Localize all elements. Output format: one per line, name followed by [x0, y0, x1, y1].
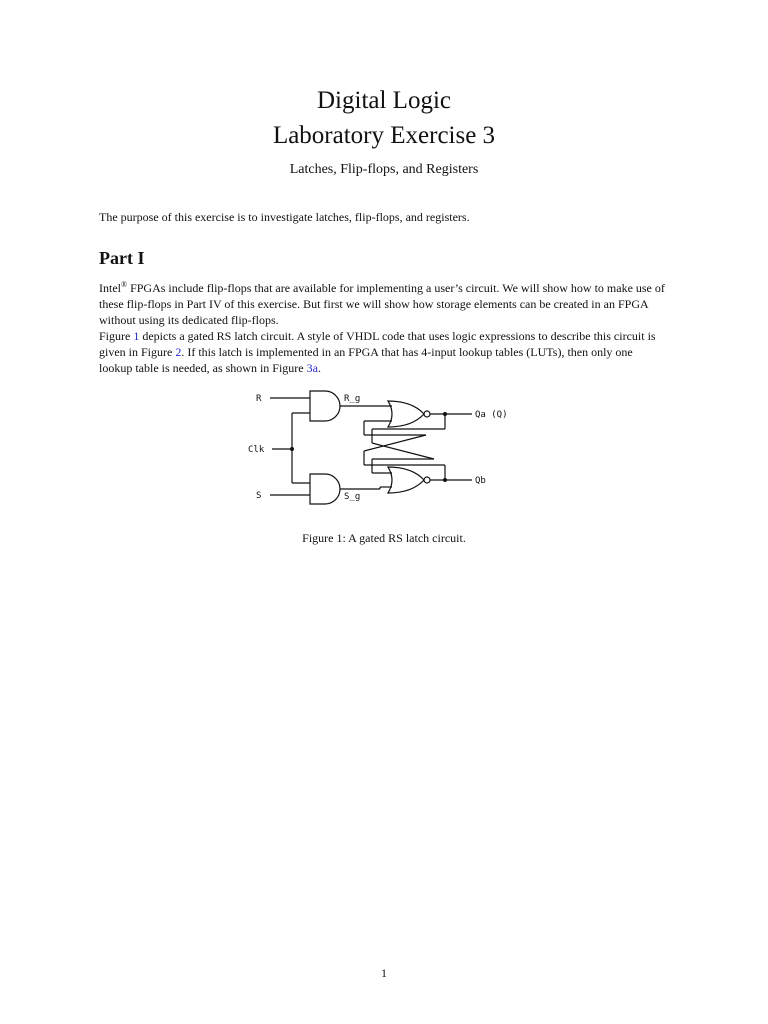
subtitle: Latches, Flip-flops, and Registers	[289, 162, 479, 177]
figure-1-link[interactable]: 1	[133, 329, 140, 343]
fb-qa-cross	[372, 443, 434, 459]
label-r: R	[256, 394, 262, 404]
p2-text-c: . If this latch is implemented in an FPGA that has 4-input lookup tables (LUTs), then only one lookup table is needed, as shown in Figure	[99, 345, 633, 375]
part1-paragraph	[99, 280, 669, 376]
label-r-g: R_g	[344, 394, 361, 404]
p2-text-d: .	[317, 361, 321, 375]
label-qa: Qa (Q)	[475, 410, 508, 420]
and-gate-top	[310, 391, 340, 421]
label-s-g: S_g	[344, 492, 361, 502]
qa-junction-dot	[443, 412, 447, 416]
p2-text-a: Figure	[99, 329, 134, 343]
figure-3a-link[interactable]: 3a	[306, 361, 318, 375]
and-gate-bottom	[310, 474, 340, 504]
title-line-1: Digital Logic	[317, 87, 451, 114]
nor-gate-bottom	[388, 467, 424, 493]
registered-mark: ®	[121, 280, 128, 289]
nor-top-bubble	[424, 411, 430, 417]
title-line-2: Laboratory Exercise 3	[272, 122, 496, 149]
page-number: 1	[381, 966, 387, 980]
label-clk: Clk	[248, 445, 265, 455]
gated-rs-latch-diagram	[240, 383, 520, 513]
p1-text: FPGAs include flip-flops that are available for implementing a user’s circuit. We will show how to make use of these flip-flops in Part IV of this exercise. But first we will show how storage elements can be created in an FPGA without using its dedicated flip-flops.	[99, 281, 665, 327]
nor-bottom-bubble	[424, 477, 430, 483]
figure-1-caption: Figure 1: A gated RS latch circuit.	[302, 531, 466, 545]
p2-text-b: depicts a gated RS latch circuit. A style of VHDL code that uses logic expressions to describe this circuit is given in Figure	[99, 329, 656, 359]
label-s: S	[256, 491, 262, 501]
intel-text: Intel	[99, 281, 121, 295]
intro-paragraph: The purpose of this exercise is to investigate latches, flip-flops, and registers.	[99, 210, 470, 224]
clk-junction-dot	[290, 447, 294, 451]
nor-gate-top	[388, 401, 424, 427]
section-heading-part-1: Part I	[99, 248, 145, 268]
qb-junction-dot	[443, 478, 447, 482]
label-qb: Qb	[475, 476, 486, 486]
figure-2-link[interactable]: 2	[175, 345, 182, 359]
